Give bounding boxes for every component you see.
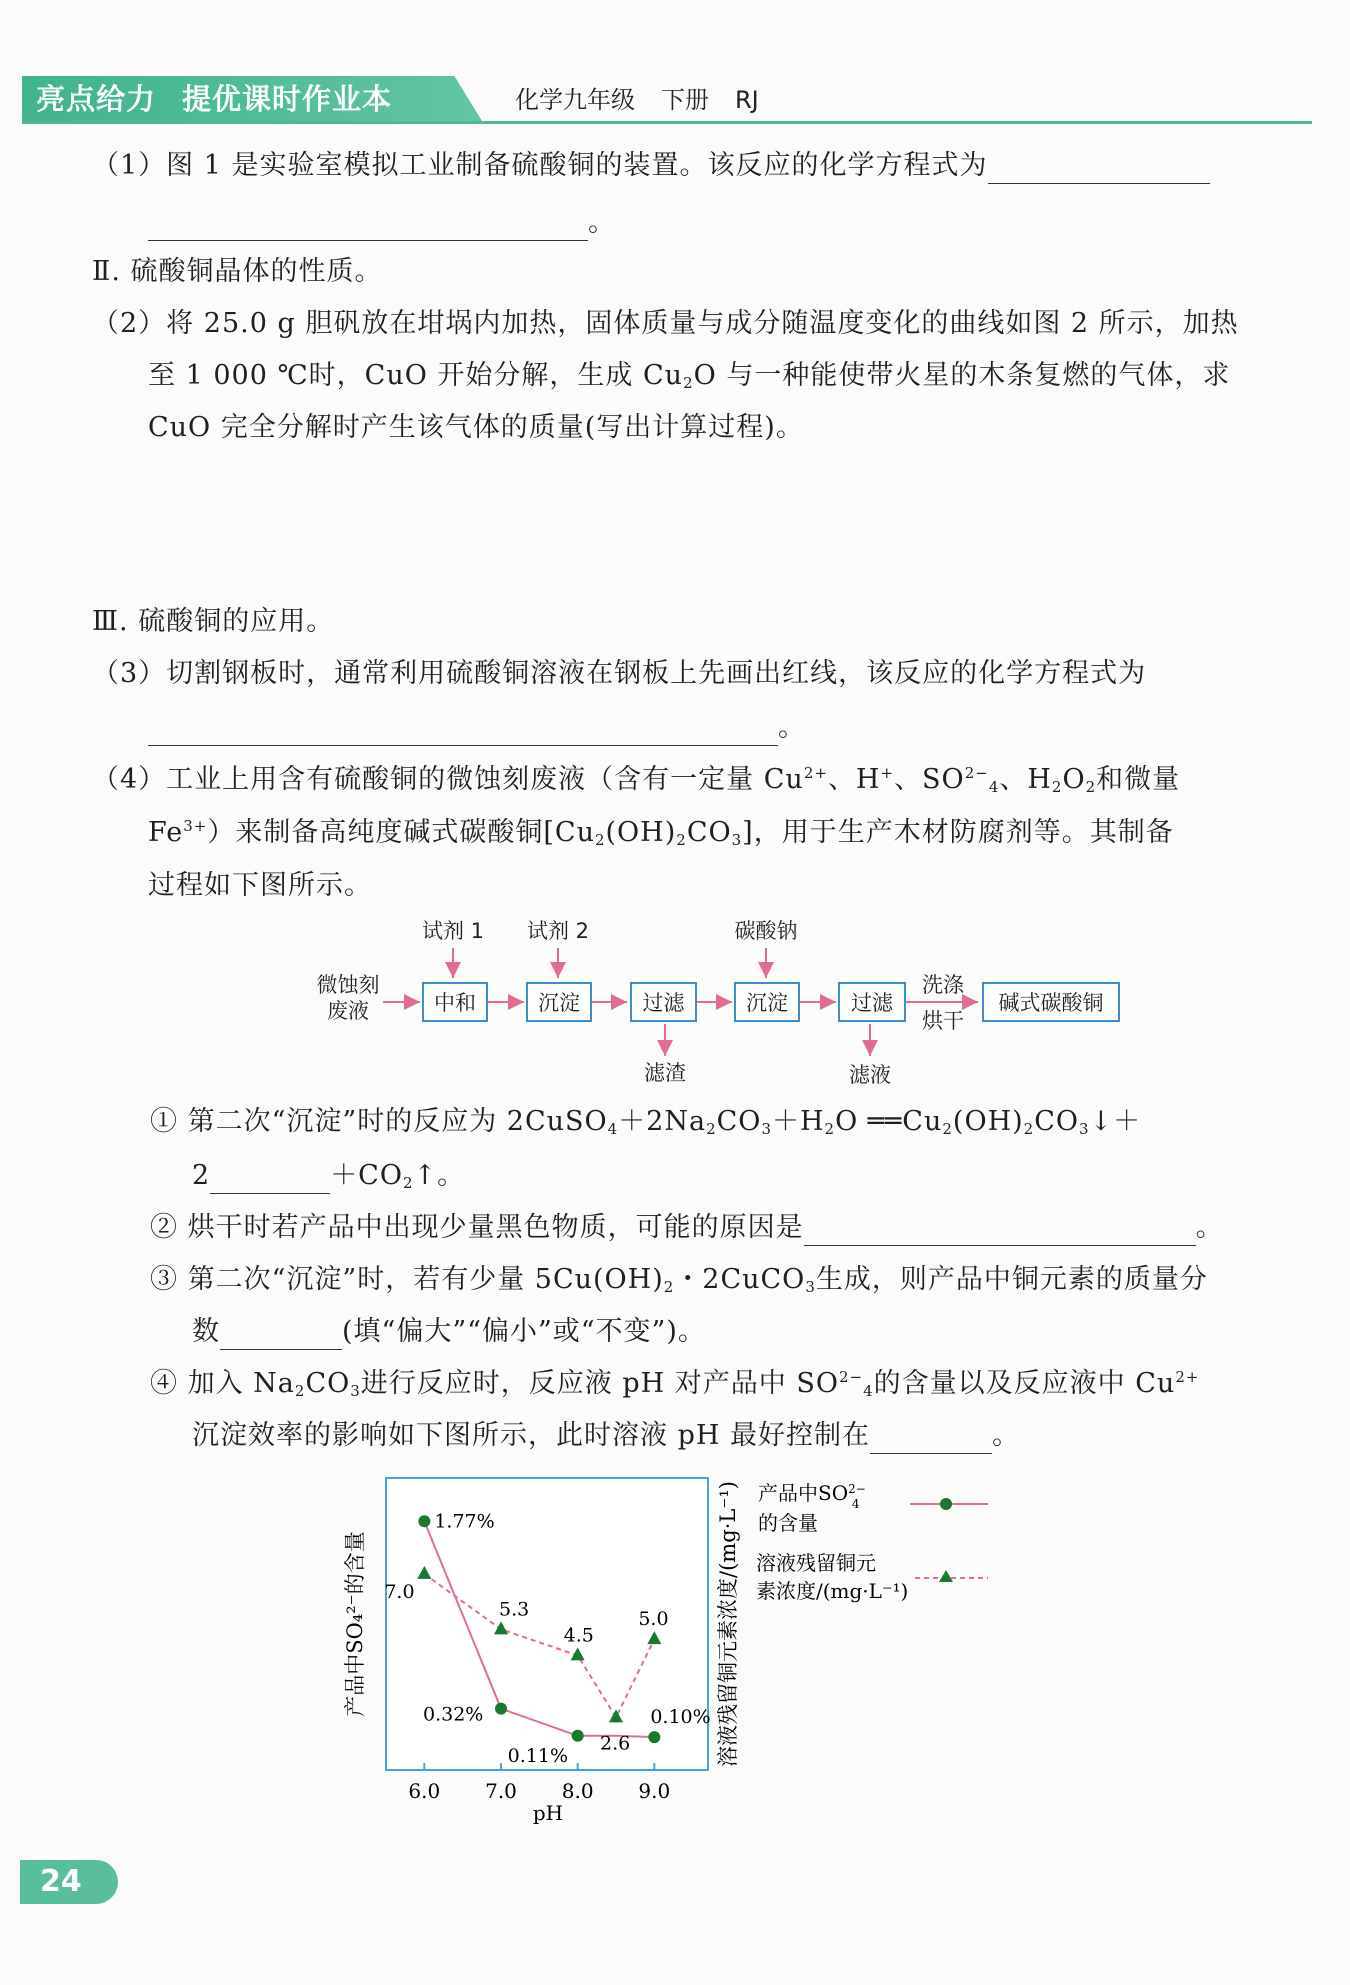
sub4-b: CO <box>305 1368 351 1399</box>
x-tick-label: 6.0 <box>408 1779 441 1803</box>
legend-1-line2: 的含量 <box>758 1511 818 1535</box>
q4-l2e: ]，用于生产木材防腐剂等。其制备 <box>742 817 1174 848</box>
series-so4-label: 0.32% <box>423 1703 484 1726</box>
q2-sub: 2 <box>683 374 694 392</box>
q4-sub-2d: 2 <box>676 831 687 849</box>
sub1-sub-3a: 3 <box>761 1120 772 1138</box>
sub1-sub-2a: 2 <box>706 1120 717 1138</box>
flow-step-filter-2: 过滤 <box>838 982 906 1022</box>
series-so4-point <box>572 1730 584 1742</box>
sub2-end: 。 <box>1195 1212 1224 1243</box>
legend-2-line1: 溶液残留铜元 <box>756 1551 876 1575</box>
q4-l1f: 和微量 <box>1096 764 1181 795</box>
sub4-d: 的含量以及反应液中 Cu <box>873 1368 1176 1399</box>
q3-end: 。 <box>778 712 806 743</box>
q4-l1e: O <box>1062 764 1086 795</box>
sub1-f: (OH) <box>952 1106 1024 1137</box>
q4-sup-cu: 2+ <box>803 764 828 782</box>
q4-l2d: CO <box>686 817 732 848</box>
series: 提优课时作业本 <box>182 82 393 116</box>
sub1-c: CO <box>716 1106 762 1137</box>
q4-sup-h: + <box>880 764 895 782</box>
series-cu-label: 2.6 <box>600 1732 631 1755</box>
section-2-title: Ⅱ. 硫酸铜晶体的性质。 <box>92 256 383 287</box>
q4-l1d: 、H <box>999 764 1052 795</box>
q4-sub-2b: 2 <box>1085 778 1097 796</box>
edition: RJ <box>735 86 759 114</box>
series-cu-label: 5.3 <box>499 1598 530 1621</box>
legend-1-marker <box>940 1498 952 1510</box>
q4-l2b: ）来制备高纯度碱式碳酸铜[Cu <box>207 817 595 848</box>
q1-text: （1）图 1 是实验室模拟工业制备硫酸铜的装置。该反应的化学方程式为 <box>92 150 988 181</box>
q4-l2a: Fe <box>148 817 184 848</box>
q4-sub-2a: 2 <box>1051 778 1063 796</box>
sub2-text: ② 烘干时若产品中出现少量黑色物质，可能的原因是 <box>150 1212 804 1243</box>
flow-out-1: 滤渣 <box>644 1061 686 1085</box>
q4-l1c: 、SO <box>894 764 965 795</box>
sub1-g: CO <box>1034 1106 1079 1137</box>
flow-out-2: 滤液 <box>849 1063 891 1087</box>
sub4-sup-so: 2− <box>839 1368 864 1386</box>
series-cu-label: 5.0 <box>638 1608 669 1631</box>
legend-2-marker <box>939 1570 953 1582</box>
y-axis-label-left: 产品中SO₄²⁻的含量 <box>343 1531 367 1717</box>
sub1-d: ＋H <box>771 1106 825 1137</box>
sub1-l2-c: ↑。 <box>413 1160 466 1191</box>
sub1-l2-b: ＋CO <box>330 1160 403 1191</box>
q2-line1: （2）将 25.0 g 胆矾放在坩埚内加热，固体质量与成分随温度变化的曲线如图 2 所示，加热 <box>92 308 1239 339</box>
flow-wash: 洗涤 <box>922 973 964 997</box>
sub1-sub-3b: 3 <box>1079 1120 1090 1138</box>
x-tick-label: 7.0 <box>485 1779 517 1803</box>
sub1-sub-2e: 2 <box>402 1174 414 1192</box>
sub3-b: ・2CuCO <box>674 1264 806 1295</box>
legend <box>756 1481 988 1603</box>
q4-l1b: 、H <box>827 764 881 795</box>
sub4-c: 进行反应时，反应液 pH 对产品中 SO <box>360 1368 839 1399</box>
sub4-a: ④ 加入 Na <box>150 1368 295 1399</box>
flow-reagent-2: 试剂 2 <box>526 919 590 943</box>
flow-step-neutralize: 中和 <box>422 982 488 1022</box>
volume: 下册 <box>661 86 709 114</box>
sub1-sub-2c: 2 <box>942 1120 953 1138</box>
q4-l2c: (OH) <box>605 817 677 848</box>
q2-line2-a: 至 1 000 ℃时，CuO 开始分解，生成 Cu <box>148 360 684 391</box>
q4-sub-3: 3 <box>731 831 743 849</box>
q4-line3: 过程如下图所示。 <box>148 870 372 901</box>
sub3-l2-a: 数 <box>192 1316 220 1347</box>
sub1-b: ＋2Na <box>618 1106 707 1137</box>
flow-step-filter-1: 过滤 <box>630 982 697 1022</box>
sub1-sub-4: 4 <box>607 1120 619 1138</box>
sub3-sub-3: 3 <box>805 1278 816 1296</box>
q4-l1a: （4）工业上用含有硫酸铜的微蚀刻废液（含有一定量 Cu <box>92 764 804 795</box>
sub3-l2-b: (填“偏大”“偏小”或“不变”)。 <box>342 1316 706 1347</box>
series-cu-label: 4.5 <box>563 1624 594 1647</box>
y-axis-label-right: 溶液残留铜元素浓度/(mg·L⁻¹) <box>716 1481 740 1767</box>
sub1-a: ① 第二次“沉淀”时的反应为 2CuSO <box>150 1106 608 1137</box>
sub4-sup-cu: 2+ <box>1175 1368 1200 1386</box>
sub3-c: 生成，则产品中铜元素的质量分 <box>815 1264 1208 1295</box>
sub1-sub-2b: 2 <box>824 1120 836 1138</box>
sub1-sub-2d: 2 <box>1023 1120 1035 1138</box>
sub4-sub-2: 2 <box>294 1382 306 1400</box>
series-so4-point <box>495 1703 507 1715</box>
section-3-title: Ⅲ. 硫酸铜的应用。 <box>92 606 335 637</box>
flow-reagent-3: 碳酸钠 <box>734 919 798 943</box>
x-tick-label: 9.0 <box>638 1779 671 1803</box>
flow-step-precipitate-2: 沉淀 <box>734 982 800 1022</box>
brand: 亮点给力 <box>36 82 157 116</box>
sub3-a: ③ 第二次“沉淀”时，若有少量 5Cu(OH) <box>150 1264 664 1295</box>
q4-sub-4: 4 <box>988 778 1000 796</box>
flow-step-precipitate-1: 沉淀 <box>526 982 592 1022</box>
q4-sub-2c: 2 <box>594 831 606 849</box>
series-so4-label: 0.10% <box>650 1706 711 1729</box>
series-so4-point <box>418 1515 430 1527</box>
sub1-e: O ══Cu <box>835 1106 943 1137</box>
q4-sup-so: 2− <box>964 764 989 782</box>
sub4-l2-a: 沉淀效率的影响如下图所示，此时溶液 pH 最好控制在 <box>192 1420 870 1451</box>
q4-sup-fe: 3+ <box>183 817 208 835</box>
series-so4-point <box>648 1731 660 1743</box>
subject: 化学九年级 <box>515 86 635 114</box>
x-tick-label: 8.0 <box>561 1779 594 1803</box>
sub1-l2-coef: 2 <box>192 1160 211 1191</box>
sub1-h: ↓＋ <box>1089 1106 1142 1137</box>
sub4-sub-4: 4 <box>863 1382 874 1400</box>
x-axis-label: pH <box>532 1801 564 1825</box>
series-cu-label: 7.0 <box>384 1580 415 1603</box>
page-number: 24 <box>40 1864 82 1899</box>
flow-input-text: 微蚀刻 废液 <box>316 973 380 1023</box>
sub3-sub-2: 2 <box>663 1278 675 1296</box>
series-so4-label: 0.11% <box>507 1744 569 1767</box>
series-so4-label: 1.77% <box>434 1510 495 1533</box>
sub4-l2-b: 。 <box>992 1420 1020 1451</box>
flow-reagent-1: 试剂 1 <box>421 919 485 943</box>
q2-line3: CuO 完全分解时产生该气体的质量(写出计算过程)。 <box>148 412 804 443</box>
legend-2-line2: 素浓度/(mg·L⁻¹) <box>756 1579 909 1603</box>
flow-product: 碱式碳酸铜 <box>982 982 1120 1022</box>
q2-line2-b: O 与一种能使带火星的木条复燃的气体，求 <box>693 360 1231 391</box>
q1-end: 。 <box>588 207 616 238</box>
sub4-sub-3: 3 <box>350 1382 361 1400</box>
legend-1-line1: 产品中$SO^{2-}$ 4 <box>758 1481 866 1511</box>
flow-dry: 烘干 <box>922 1009 964 1033</box>
q3-line1: （3）切割钢板时，通常利用硫酸铜溶液在钢板上先画出红线，该反应的化学方程式为 <box>92 658 1147 689</box>
